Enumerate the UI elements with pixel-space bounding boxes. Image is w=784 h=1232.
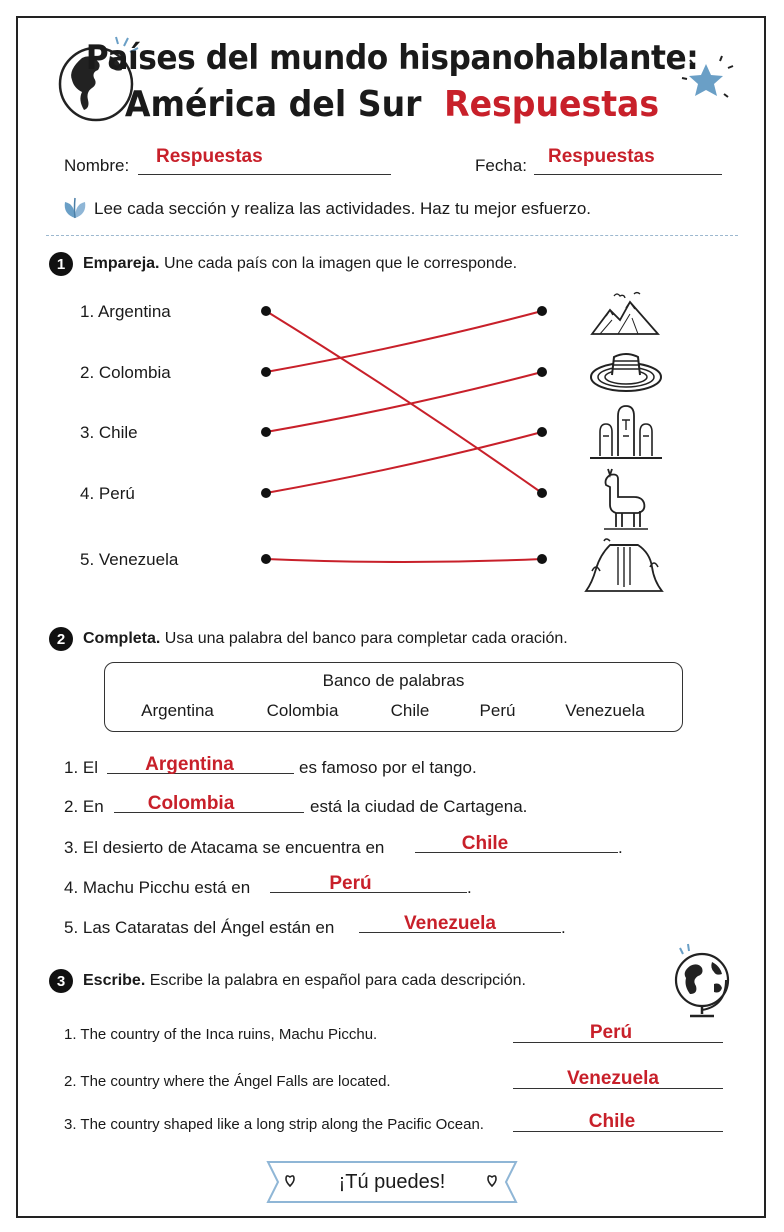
description-answer: Venezuela [567, 1068, 659, 1089]
word-bank-word: Colombia [266, 701, 339, 720]
description-answer: Chile [588, 1111, 636, 1132]
sentence-answer: Perú [329, 873, 372, 894]
match-line [266, 559, 542, 562]
instructions: Lee cada sección y realiza las actividades. Haz tu mejor esfuerzo. [94, 199, 592, 218]
sentence-after: . [618, 838, 623, 857]
section-2-number: 2 [49, 627, 73, 651]
sentence-before: 5. Las Cataratas del Ángel están en [64, 918, 335, 937]
match-dot-right[interactable] [537, 488, 547, 498]
sentence-after: está la ciudad de Cartagena. [310, 797, 528, 816]
section-1-title: Empareja. [83, 255, 160, 272]
match-dot-right[interactable] [537, 367, 547, 377]
sentence-before: 2. En [64, 797, 104, 816]
match-dot-left[interactable] [261, 367, 271, 377]
sentence-after: . [467, 878, 472, 897]
match-item: 1. Argentina [80, 302, 171, 321]
word-bank [104, 662, 683, 732]
title-line-1: Países del mundo hispanohablante: [85, 38, 699, 78]
sentence-after: es famoso por el tango. [299, 758, 477, 777]
word-bank-word: Chile [390, 701, 430, 720]
date-value: Respuestas [548, 146, 655, 167]
title-answers: Respuestas [444, 84, 660, 125]
description-item: 2. The country where the Ángel Falls are located. [64, 1073, 391, 1090]
section-2-text: Usa una palabra del banco para completar cada oración. [164, 630, 568, 647]
match-line [266, 372, 542, 432]
match-dot-left[interactable] [261, 306, 271, 316]
word-bank-title: Banco de palabras [322, 671, 465, 690]
section-3-title: Escribe. [83, 972, 146, 989]
section-3-number: 3 [49, 969, 73, 993]
mountains-icon [588, 288, 662, 338]
match-dot-right[interactable] [537, 554, 547, 564]
sentence-answer: Chile [461, 833, 509, 854]
section-2-title: Completa. [83, 630, 161, 647]
sentence-before: 3. El desierto de Atacama se encuentra en [64, 838, 385, 857]
section-2-heading [83, 630, 568, 648]
section-1-number: 1 [49, 252, 73, 276]
match-dot-left[interactable] [261, 488, 271, 498]
footer-banner-text: ¡Tú puedes! [338, 1171, 446, 1193]
match-dot-left[interactable] [261, 427, 271, 437]
sentence-answer: Colombia [147, 793, 235, 814]
word-bank-word: Venezuela [565, 701, 645, 720]
sentence-answer: Argentina [145, 754, 234, 775]
description-answer: Perú [589, 1022, 633, 1043]
date-label: Fecha: [475, 156, 527, 175]
moai-statues-icon [588, 402, 664, 460]
name-label: Nombre: [64, 156, 130, 175]
sentence-after: . [561, 918, 566, 937]
match-item: 3. Chile [80, 423, 138, 442]
match-item: 5. Venezuela [80, 550, 179, 569]
sentence-answer: Venezuela [404, 913, 496, 934]
section-1-text: Une cada país con la imagen que le corresponde. [163, 255, 518, 272]
match-item: 4. Perú [80, 484, 135, 503]
word-bank-word: Argentina [141, 701, 214, 720]
match-dot-left[interactable] [261, 554, 271, 564]
llama-icon [596, 465, 654, 531]
match-dot-right[interactable] [537, 306, 547, 316]
word-bank-word: Perú [479, 701, 516, 720]
match-dot-right[interactable] [537, 427, 547, 437]
waterfall-icon [584, 535, 666, 595]
sentence-before: 4. Machu Picchu está en [64, 878, 251, 897]
sombrero-vueltiao-icon [588, 345, 664, 395]
description-item: 3. The country shaped like a long strip along the Pacific Ocean. [64, 1116, 484, 1133]
match-item: 2. Colombia [80, 363, 171, 382]
section-3-heading [83, 972, 526, 990]
match-line [266, 432, 542, 493]
desk-globe-icon [668, 940, 740, 1024]
sentence-before: 1. El [64, 758, 99, 777]
section-3-text: Escribe la palabra en español para cada descripción. [149, 972, 526, 989]
match-line [266, 311, 542, 372]
description-item: 1. The country of the Inca ruins, Machu Picchu. [64, 1026, 378, 1043]
title-main: América del Sur [124, 84, 422, 125]
name-value: Respuestas [156, 146, 263, 167]
